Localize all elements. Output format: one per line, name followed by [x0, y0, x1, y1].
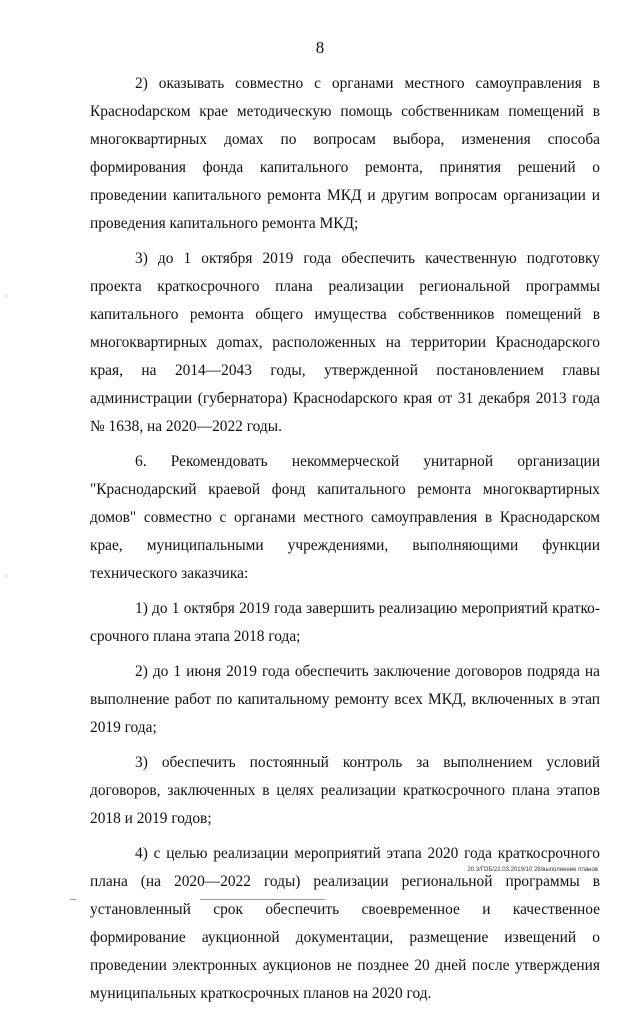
scan-mark-left	[70, 899, 76, 900]
paragraph-item-4-auction-documentation: 4) с целью реализации мероприятий этапа 2020 года краткосрочного плана (на 2020—2022 годы) реализации региональной программы в установленный срок обеспечить своевременное и качественное формирование аукционной документации, размещение извещений о проведении электронных аукционов не позднее 20 дней после утверждения муниципальных краткосрочных планов на 2020 год.	[90, 845, 600, 1002]
paragraph-item-2-methodical-help: 2) оказывать совместно с органами местного самоуправления в Красноdарском крае методическую помощь собственникам помещений в многоквартирных домах по вопросам выбора, изменения способа формирования фонда капитального ремонта, принятия решений о проведении капитального ремонта МКД и другим вопросам организации и проведения капитального ремонта МКД;	[90, 75, 600, 232]
paragraph-section-6-recommendation: 6. Рекомендовать некоммерческой унитарной организации "Краснодарский краевой фонд капитального ремонта многоквартирных домов" совместно с органами местного самоуправления в Краснодарском крае, муниципальными учреждениями, выполняющими функции технического заказчика:	[90, 453, 600, 582]
paragraph-item-1-complete-2018-stage: 1) до 1 октября 2019 года завершить реализацию мероприятий краткосрочного плана этапа 2018 года;	[90, 600, 600, 645]
paragraph-item-3-contract-control: 3) обеспечить постоянный контроль за выполнением условий договоров, заключенных в целях реализации краткосрочного плана этапов 2018 и 2019 годов;	[90, 754, 600, 827]
margin-speck-lower	[6, 575, 7, 577]
paragraph-item-2-contracts-2019: 2) до 1 июня 2019 года обеспечить заключение договоров подряда на выполнение работ по капитальному ремонту всех МКД, включенных в этап 2019 года;	[90, 663, 600, 736]
page-number: 8	[315, 38, 325, 57]
document-body	[90, 70, 600, 1015]
margin-speck-upper	[6, 295, 7, 297]
footer-document-code: 20.3/ГОБ/22.03.2019/10 28/выполнение планов	[467, 867, 598, 873]
scan-mark-center	[200, 899, 325, 900]
paragraph-item-3-short-term-plan-draft: 3) до 1 октября 2019 года обеспечить качественную подготовку проекта краткосрочного плана реализации региональной программы капитального ремонта общего имущества собственников помещений в многоквартирных доmах, расположенных на территории Краснодарского края, на 2014—2043 годы, утвержденной постановлением главы администрации (губернатора) Красноdарского края от 31 декабря 2013 года № 1638, на 2020—2022 годы.	[90, 250, 600, 435]
